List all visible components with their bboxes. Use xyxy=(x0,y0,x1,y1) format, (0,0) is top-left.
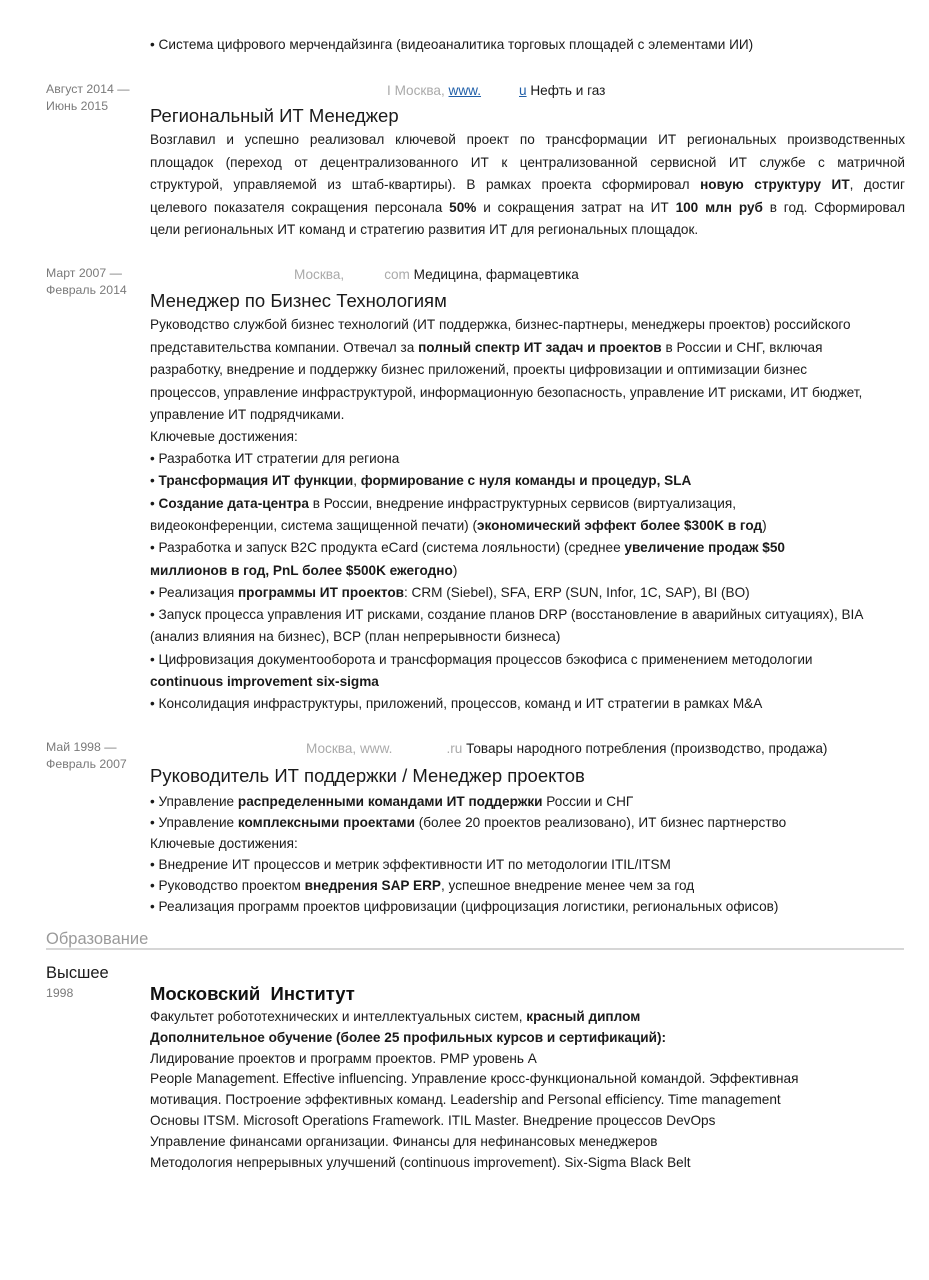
achievement-line xyxy=(150,875,905,897)
text-run: • Консолидация инфраструктуры, приложений, процессов, команд и ИТ стратегии в рамках M&A xyxy=(150,696,763,712)
job-1-date-from: Август 2014 — xyxy=(46,82,130,96)
description-line xyxy=(150,129,905,151)
job-2-title: Менеджер по Бизнес Технологиям xyxy=(150,290,447,311)
education-line xyxy=(150,1132,657,1152)
job-3-company xyxy=(306,739,827,759)
achievement-line xyxy=(150,560,905,582)
text-run: Возглавил и успешно реализовал ключевой проект по трансформации ИТ региональных производственных xyxy=(150,132,905,147)
text-run: целевого показателя сокращения персонала xyxy=(150,199,450,215)
text-run: и сокращения затрат на ИТ xyxy=(476,199,676,215)
company-domain: .ru xyxy=(446,741,463,756)
text-run: разработку, внедрение и поддержку бизнес приложений, проекты цифровизации и оптимизации бизнес xyxy=(150,362,808,377)
text-run: Методология непрерывных улучшений (continuous improvement). Six-Sigma Black Belt xyxy=(150,1154,691,1170)
text-run: • Цифровизация документооборота и трансформация процессов бэкофиса с применением методологии xyxy=(150,651,813,667)
achievement-line xyxy=(150,626,905,648)
text-run: в России, внедрение инфраструктурных сервисов (виртуализация, xyxy=(308,495,736,511)
education-line xyxy=(150,1153,691,1173)
bullet-digital-merchandising: • Система цифрового мерчендайзинга (видеоаналитика торговых площадей с элементами ИИ) xyxy=(150,37,754,52)
text-run: • Запуск процесса управления ИТ рисками, создание планов DRP (восстановление в аварийных ситуациях), BIA xyxy=(150,607,864,623)
text-run: , достиг xyxy=(849,177,905,192)
bold-text: новую структуру ИТ xyxy=(700,177,850,192)
job-1-date-to: Июнь 2015 xyxy=(46,99,109,113)
education-year: 1998 xyxy=(46,986,74,1000)
job-2-date-to: Февраль 2014 xyxy=(46,283,127,297)
bold-text: программы ИТ проектов xyxy=(237,584,404,600)
text-run: видеоконференции, система защищенной печати) ( xyxy=(150,517,478,533)
achievement-line xyxy=(150,537,905,559)
job-2-date-from: Март 2007 — xyxy=(46,266,122,280)
text-run: • Управление xyxy=(150,794,238,809)
text-run: • Руководство проектом xyxy=(150,878,305,893)
description-line xyxy=(150,152,905,174)
education-level: Высшее xyxy=(46,964,109,982)
bold-text: комплексными проектами xyxy=(237,815,415,830)
description-line xyxy=(150,219,905,241)
company-website-tail[interactable]: u xyxy=(519,83,527,98)
text-run: ) xyxy=(762,517,767,533)
text-run: управление ИТ подрядчиками. xyxy=(150,407,345,422)
text-run: Управление финансами организации. Финансы для нефинансовых менеджеров xyxy=(150,1133,658,1149)
company-domain: com xyxy=(384,267,410,282)
text-run: • xyxy=(150,495,159,511)
achievement-line xyxy=(150,604,905,626)
achievement-line xyxy=(150,470,905,492)
company-separator: I xyxy=(387,83,391,98)
description-line xyxy=(150,359,905,381)
job-3-date-to: Февраль 2007 xyxy=(46,757,127,771)
text-run: площадок (переход от децентрализованного ИТ к централизованной сервисной ИТ службе с матричной xyxy=(150,154,905,170)
text-run: • Реализация xyxy=(150,584,238,600)
job-2-company xyxy=(294,265,579,285)
achievement-line xyxy=(150,582,905,604)
bold-text: экономический эффект более $300K в год xyxy=(477,517,763,533)
text-run: • Реализация программ проектов цифровизации (цифроцизация логистики, региональных офисов) xyxy=(150,899,779,914)
company-website-link[interactable]: www. xyxy=(448,83,482,98)
text-run: России и СНГ xyxy=(542,794,634,809)
achievement-line xyxy=(150,649,905,671)
text-run: процессов, управление инфраструктурой, информационную безопасность, управление ИТ рисками, ИТ бюджет, xyxy=(150,384,863,400)
bold-text: 50% xyxy=(449,199,477,215)
text-run: , xyxy=(353,473,361,489)
company-industry: Медицина, фармацевтика xyxy=(413,267,579,282)
text-run: структурой, управляемой из штаб-квартиры). В рамках проекта сформировал xyxy=(150,177,701,192)
achievement-line xyxy=(150,896,905,918)
description-line xyxy=(150,337,905,359)
text-run: Руководство службой бизнес технологий (ИТ поддержка, бизнес-партнеры, менеджеры проектов) российского xyxy=(150,317,851,332)
text-run: , успешное внедрение менее чем за год xyxy=(441,878,695,893)
bold-text: Создание дата-центра xyxy=(158,495,309,511)
bold-text: распределенными командами ИТ поддержки xyxy=(237,794,543,809)
education-line xyxy=(150,1049,537,1069)
company-city: Москва, www. xyxy=(306,741,393,756)
job-1-title: Региональный ИТ Менеджер xyxy=(150,105,399,126)
text-run: представительства компании. Отвечал за xyxy=(150,339,419,355)
education-line xyxy=(150,1007,640,1027)
job-3-date-from: Май 1998 — xyxy=(46,740,117,754)
description-line xyxy=(150,197,905,219)
achievement-line xyxy=(150,448,905,470)
achievement-line xyxy=(150,515,905,537)
bold-text: миллионов в год, PnL более $500K ежегодно xyxy=(150,562,453,578)
job-1-company xyxy=(387,81,605,101)
text-run: мотивация. Построение эффективных команд. Leadership and Personal efficiency. Time management xyxy=(150,1092,781,1108)
description-line xyxy=(150,314,905,336)
text-run: • Разработка и запуск B2C продукта eCard (система лояльности) (среднее xyxy=(150,540,625,556)
text-run: • Разработка ИТ стратегии для региона xyxy=(150,451,400,466)
job-2-achievements-label: Ключевые достижения: xyxy=(150,429,298,444)
education-section-title: Образование xyxy=(46,930,149,948)
company-city: Москва, xyxy=(394,83,445,98)
text-run: • Управление xyxy=(150,815,238,830)
education-line xyxy=(150,1111,715,1131)
bold-text: Дополнительное обучение (более 25 профильных курсов и сертификаций): xyxy=(150,1029,667,1045)
text-run: цели региональных ИТ команд и стратегию развития ИТ для региональных площадок. xyxy=(150,222,699,237)
education-line xyxy=(150,1028,666,1048)
education-divider xyxy=(46,948,904,950)
text-run: • xyxy=(150,473,159,489)
text-run: Факультет робототехнических и интеллектуальных систем, xyxy=(150,1009,527,1024)
institute-name: Московский Институт xyxy=(150,983,355,1004)
description-line xyxy=(150,812,905,834)
bold-text: continuous improvement six-sigma xyxy=(150,674,379,689)
bold-text: красный диплом xyxy=(526,1009,641,1024)
bold-text: полный спектр ИТ задач и проектов xyxy=(418,339,662,355)
text-run: People Management. Effective influencing. Управление кросс-функциональной командой. Эффективная xyxy=(150,1071,799,1087)
bold-text: формирование с нуля команды и процедур, SLA xyxy=(360,473,692,489)
job-3-achievements-label: Ключевые достижения: xyxy=(150,836,298,851)
bold-text: внедрения SAP ERP xyxy=(304,878,441,893)
text-run: в год. Сформировал xyxy=(762,199,905,215)
text-run: : CRM (Siebel), SFA, ERP (SUN, Infor, 1C, SAP), BI (BO) xyxy=(403,584,750,600)
text-run: ) xyxy=(452,562,458,578)
description-line xyxy=(150,382,905,404)
achievement-line xyxy=(150,493,905,515)
company-city: Москва, xyxy=(294,267,345,282)
bold-text: 100 млн руб xyxy=(675,199,763,215)
text-run: в России и СНГ, включая xyxy=(661,339,823,355)
text-run: Основы ITSM. Microsoft Operations Framework. ITIL Master. Внедрение процессов DevOps xyxy=(150,1113,716,1128)
text-run: (более 20 проектов реализовано), ИТ бизнес партнерство xyxy=(414,815,787,830)
job-3-title: Руководитель ИТ поддержки / Менеджер проектов xyxy=(150,765,585,786)
education-line xyxy=(150,1090,781,1110)
education-line xyxy=(150,1069,798,1089)
achievement-line xyxy=(150,693,905,715)
description-line xyxy=(150,404,905,426)
description-line xyxy=(150,174,905,196)
text-run: • Внедрение ИТ процессов и метрик эффективности ИТ по методологии ITIL/ITSM xyxy=(150,857,671,872)
text-run: (анализ влияния на бизнес), BCP (план непрерывности бизнеса) xyxy=(150,629,561,645)
bold-text: увеличение продаж $50 xyxy=(624,540,785,556)
description-line xyxy=(150,791,905,813)
text-run: Лидирование проектов и программ проектов. PMP уровень A xyxy=(150,1050,537,1066)
achievement-line xyxy=(150,854,905,876)
company-industry: Товары народного потребления (производство, продажа) xyxy=(466,741,828,756)
bold-text: Трансформация ИТ функции xyxy=(158,473,354,489)
company-industry: Нефть и газ xyxy=(530,83,606,98)
achievement-line xyxy=(150,671,905,693)
